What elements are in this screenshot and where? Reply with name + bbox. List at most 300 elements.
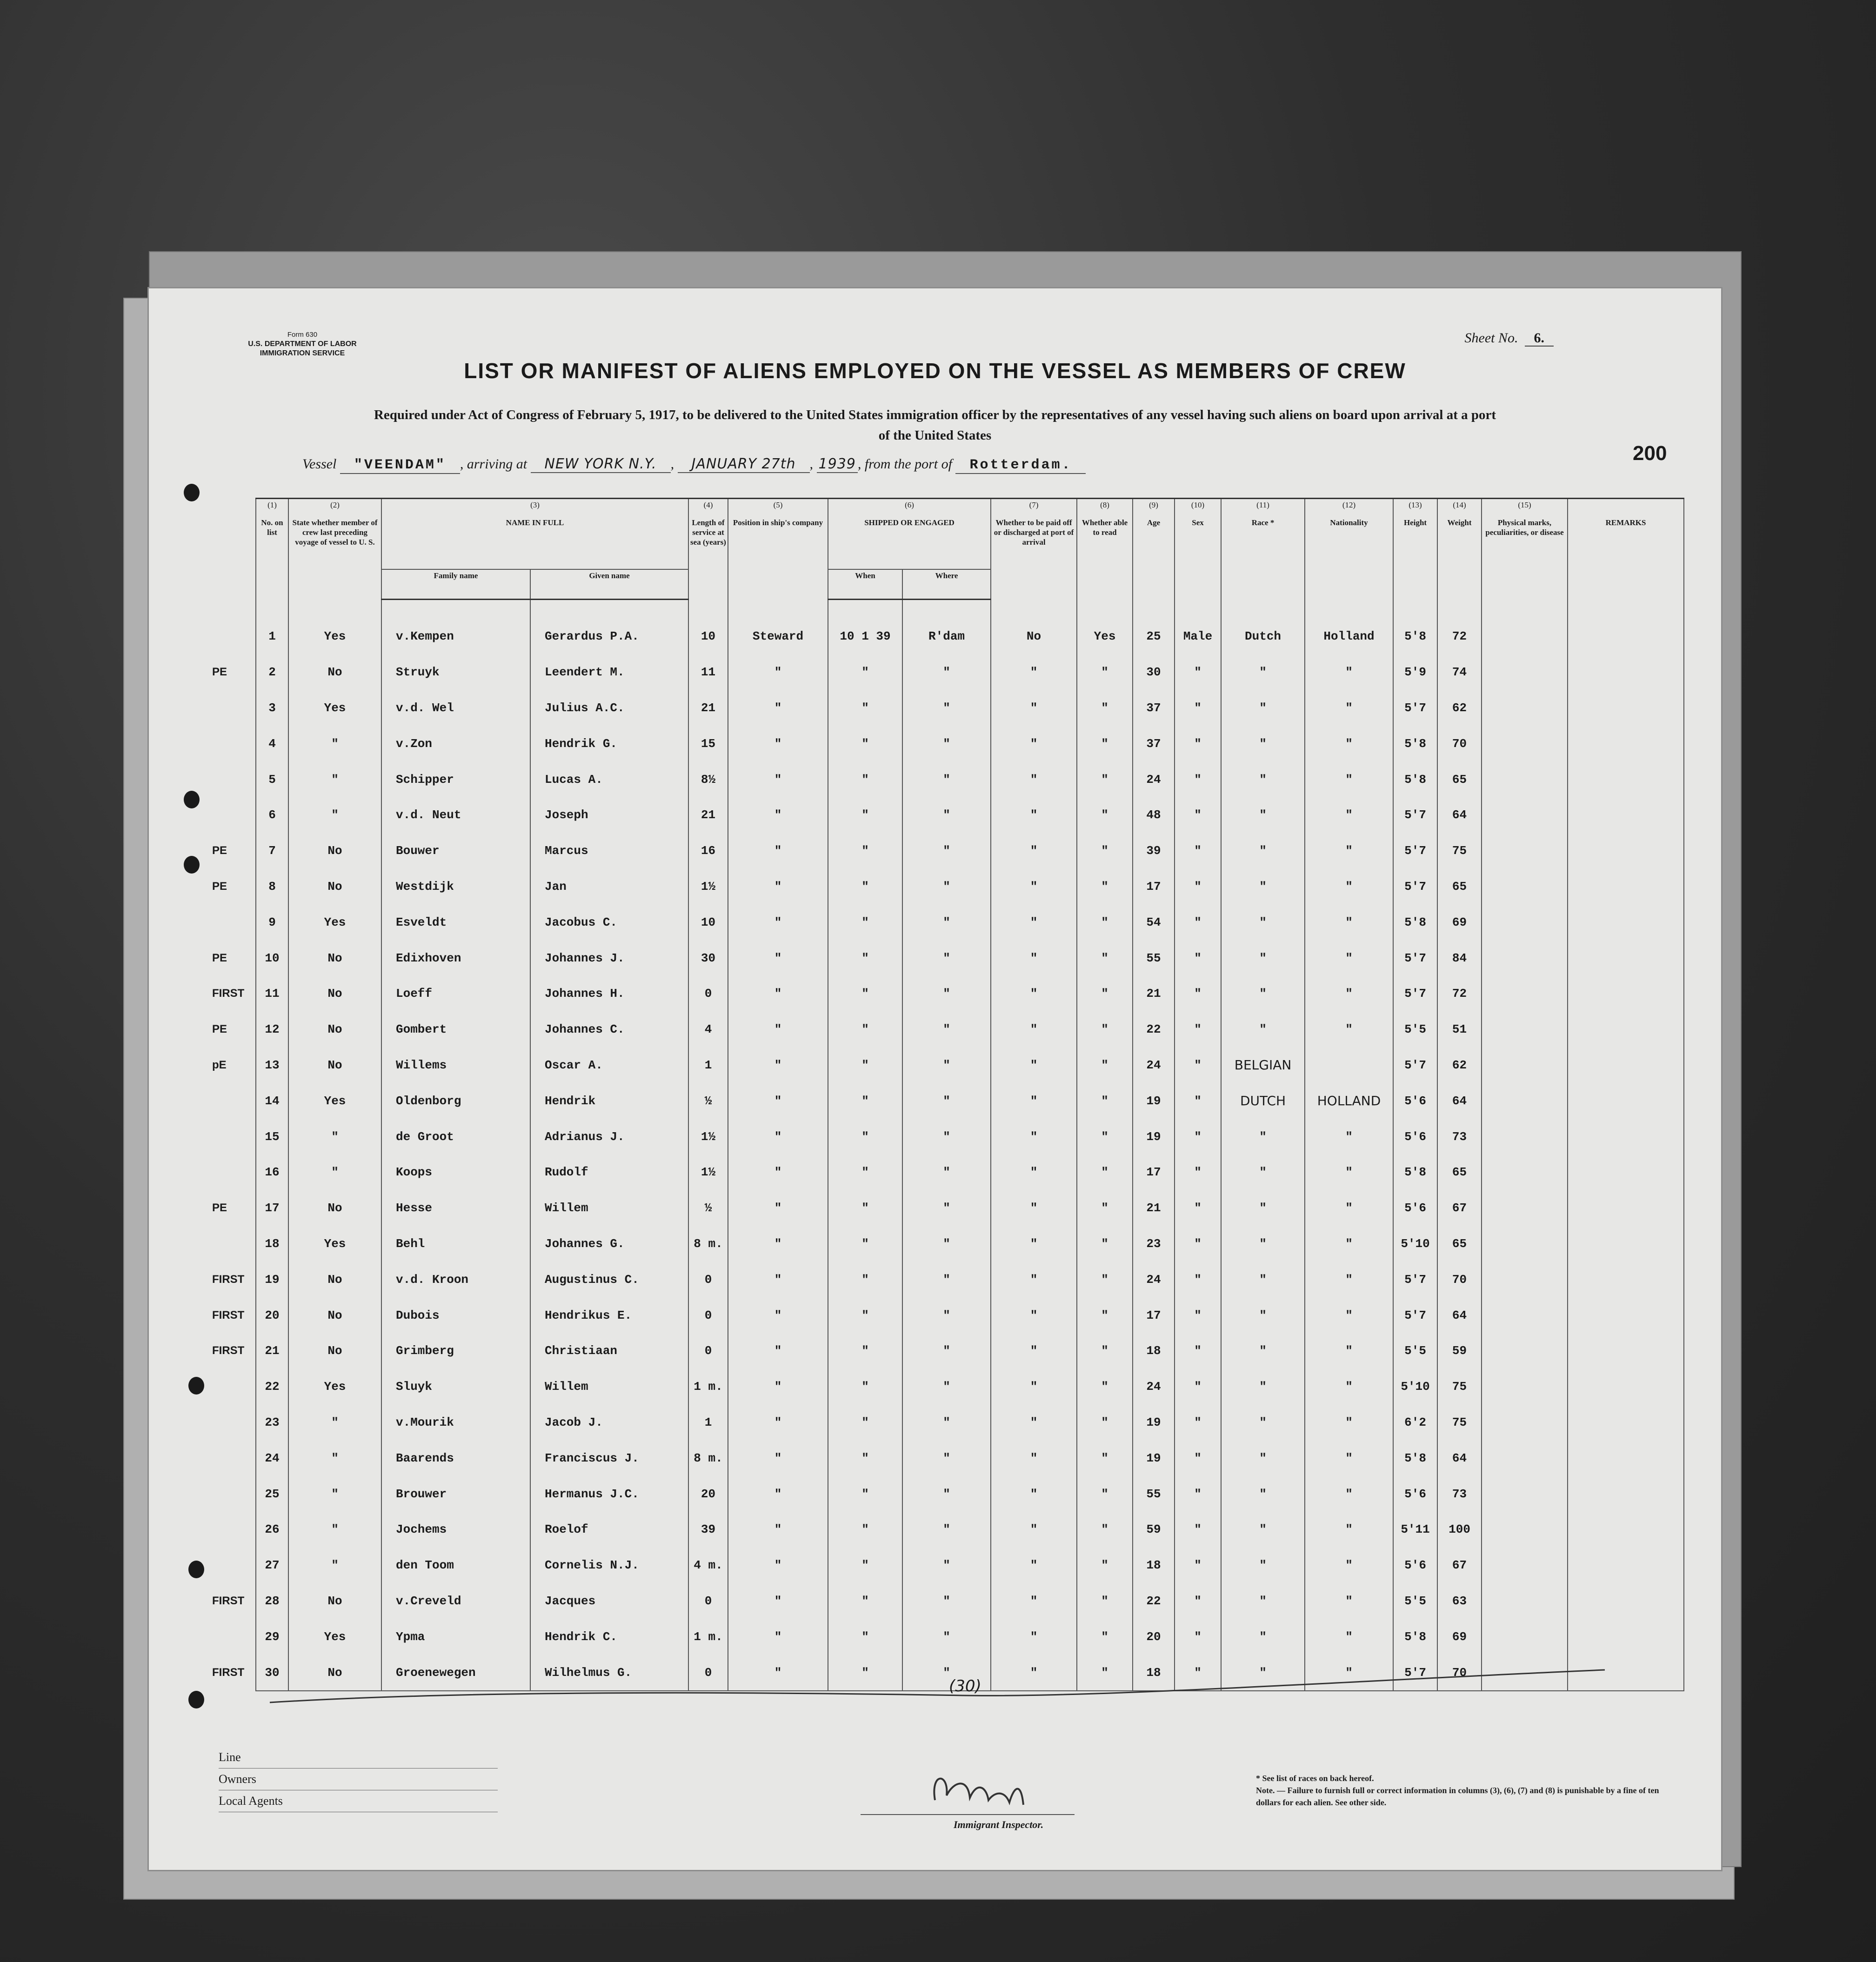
cell-service: 8 m. [688,1226,728,1262]
table-row [209,1440,1684,1476]
cell-paid: " [991,833,1077,869]
cell-height: 5'7 [1393,976,1437,1012]
cell-service: 10 [688,600,728,654]
cell-family: Esveldt [381,904,530,940]
cell-paid: " [991,1369,1077,1405]
cell-race: " [1221,1012,1305,1048]
table-row [209,1119,1684,1155]
cell-position: " [728,940,828,976]
cell-empty [1568,1619,1684,1655]
cell-age: 24 [1133,1048,1175,1083]
cell-sex: " [1175,1619,1221,1655]
cell-height: 5'8 [1393,761,1437,797]
arrival-year: 1939 [817,456,858,473]
cell-weight: 65 [1437,1155,1482,1190]
cell-age: 18 [1133,1333,1175,1369]
cell-given: Adrianus J. [530,1119,688,1155]
cell-no: 27 [256,1548,288,1583]
cell-height: 5'8 [1393,600,1437,654]
cell-when: " [828,1048,902,1083]
cell-service: 0 [688,1261,728,1297]
cell-mark: FIRST [212,987,245,1000]
cell-no: 18 [256,1226,288,1262]
cell-empty [1482,1583,1568,1619]
cell-age: 24 [1133,761,1175,797]
cell-nat: HOLLAND [1305,1083,1393,1119]
cell-read: " [1077,654,1133,690]
cell-weight: 75 [1437,1405,1482,1441]
cell-no: 30 [256,1655,288,1691]
cell-height: 5'6 [1393,1119,1437,1155]
cell-sex: " [1175,1119,1221,1155]
col-mark-num [209,499,256,517]
cell-where: " [902,833,991,869]
cell-sex: " [1175,1012,1221,1048]
col-num-8: (8) [1077,499,1133,517]
cell-height: 5'6 [1393,1083,1437,1119]
cell-age: 18 [1133,1655,1175,1691]
cell-empty [1482,726,1568,761]
cell-when: " [828,1297,902,1333]
cell-age: 59 [1133,1512,1175,1548]
cell-when: " [828,833,902,869]
cell-weight: 64 [1437,1083,1482,1119]
cell-empty [1568,1261,1684,1297]
cell-weight: 65 [1437,1226,1482,1262]
cell-sex: " [1175,1369,1221,1405]
cell-weight: 72 [1437,976,1482,1012]
cell-where: R'dam [902,600,991,654]
cell-paid: " [991,761,1077,797]
cell-position: " [728,1012,828,1048]
cell-sex: " [1175,761,1221,797]
inspector-label: Immigrant Inspector. [954,1819,1044,1830]
cell-service: 0 [688,1297,728,1333]
cell-paid: " [991,869,1077,905]
cell-empty [1568,1405,1684,1441]
cell-given: Jacob J. [530,1405,688,1441]
cell-position: " [728,1261,828,1297]
cell-empty [1568,600,1684,654]
cell-nat: " [1305,1155,1393,1190]
cell-no: 28 [256,1583,288,1619]
cell-race: " [1221,1155,1305,1190]
cell-prev: No [288,1297,381,1333]
cell-race: " [1221,1583,1305,1619]
cell-paid: " [991,654,1077,690]
cell-paid: " [991,1655,1077,1691]
cell-age: 18 [1133,1548,1175,1583]
cell-empty [1568,869,1684,905]
manifest-rows [209,600,1684,1691]
cell-empty [1568,1548,1684,1583]
cell-sex: " [1175,1583,1221,1619]
cell-read: " [1077,1405,1133,1441]
cell-nat: " [1305,1119,1393,1155]
cell-empty [1482,1155,1568,1190]
cell-where: " [902,869,991,905]
table-row [209,1226,1684,1262]
signature-scribble [861,1763,1075,1814]
cell-position: Steward [728,600,828,654]
cell-prev: " [288,1476,381,1512]
cell-family: Behl [381,1226,530,1262]
cell-empty [1482,1405,1568,1441]
cell-empty [1482,600,1568,654]
fine-note: Note. — Failure to furnish full or correct information in columns (3), (6), (7) and (8) is punishable by a fine of ten dollars for each alien. See other side. [1256,1786,1659,1807]
cell-no: 4 [256,726,288,761]
cell-position: " [728,1369,828,1405]
cell-given: Lucas A. [530,761,688,797]
sheet-value: 6. [1525,330,1554,347]
cell-family: Edixhoven [381,940,530,976]
cell-family: Koops [381,1155,530,1190]
cell-position: " [728,1190,828,1226]
department-header [205,330,400,358]
cell-read: " [1077,1548,1133,1583]
cell-service: 0 [688,1655,728,1691]
cell-when: " [828,1333,902,1369]
cell-when: " [828,940,902,976]
cell-empty [1568,1190,1684,1226]
cell-mark [209,761,256,797]
col-num-13: (13) [1393,499,1437,517]
cell-given: Jan [530,869,688,905]
cell-prev: Yes [288,1619,381,1655]
cell-age: 19 [1133,1405,1175,1441]
cell-family: v.Creveld [381,1583,530,1619]
cell-given: Marcus [530,833,688,869]
cell-given: Rudolf [530,1155,688,1190]
cell-weight: 74 [1437,654,1482,690]
table-row [209,904,1684,940]
cell-service: 11 [688,654,728,690]
cell-sex: " [1175,1440,1221,1476]
cell-service: 8 m. [688,1440,728,1476]
cell-prev: Yes [288,600,381,654]
cell-prev: No [288,1333,381,1369]
cell-family: v.Zon [381,726,530,761]
cell-position: " [728,1548,828,1583]
cell-sex: " [1175,940,1221,976]
table-row [209,690,1684,726]
cell-prev: " [288,1119,381,1155]
cell-empty [1568,726,1684,761]
cell-sex: " [1175,869,1221,905]
cell-empty [1482,1619,1568,1655]
sheet-label: Sheet No. [1464,330,1518,346]
cell-read: " [1077,904,1133,940]
table-row [209,1297,1684,1333]
cell-sex: " [1175,654,1221,690]
cell-when: " [828,761,902,797]
cell-position: " [728,1440,828,1476]
cell-height: 5'7 [1393,690,1437,726]
cell-sex: " [1175,1548,1221,1583]
race-note: * See list of races on back hereof. [1256,1774,1374,1783]
cell-given: Roelof [530,1512,688,1548]
cell-position: " [728,726,828,761]
cell-family: den Toom [381,1548,530,1583]
cell-read: " [1077,761,1133,797]
col-num-5: (5) [728,499,828,517]
cell-prev: No [288,1655,381,1691]
cell-paid: " [991,1261,1077,1297]
cell-prev: " [288,1548,381,1583]
cell-height: 5'5 [1393,1333,1437,1369]
from-label: , from the port of [857,456,952,472]
cell-given: Johannes J. [530,940,688,976]
cell-empty [1482,797,1568,833]
cell-where: " [902,1476,991,1512]
cell-when: " [828,1440,902,1476]
agents-label: Local Agents [219,1790,498,1812]
cell-when: " [828,654,902,690]
cell-sex: " [1175,976,1221,1012]
cell-no: 11 [256,976,288,1012]
cell-height: 5'9 [1393,654,1437,690]
cell-sex: " [1175,1155,1221,1190]
cell-position: " [728,1405,828,1441]
cell-weight: 59 [1437,1333,1482,1369]
cell-race: " [1221,726,1305,761]
cell-race: " [1221,654,1305,690]
vessel-name: "VEENDAM" [340,457,460,474]
cell-service: 21 [688,690,728,726]
cell-family: Grimberg [381,1333,530,1369]
cell-empty [1568,1012,1684,1048]
cell-read: " [1077,726,1133,761]
cell-empty [1482,1048,1568,1083]
inspector-signature [861,1763,1075,1815]
cell-read: " [1077,1012,1133,1048]
cell-family: Westdijk [381,869,530,905]
cell-prev: " [288,1512,381,1548]
cell-weight: 73 [1437,1119,1482,1155]
cell-family: Baarends [381,1440,530,1476]
cell-mark: PE [212,951,227,964]
cell-position: " [728,1619,828,1655]
cell-race: DUTCH [1221,1083,1305,1119]
cell-no: 1 [256,600,288,654]
cell-race: " [1221,1226,1305,1262]
cell-age: 39 [1133,833,1175,869]
cell-race: BELGIAN [1221,1048,1305,1083]
cell-height: 5'10 [1393,1369,1437,1405]
punch-hole [188,1377,204,1395]
col-given-name: Given name [530,569,688,600]
cell-mark [209,1119,256,1155]
cell-read: " [1077,1369,1133,1405]
cell-given: Hendrik G. [530,726,688,761]
cell-read: " [1077,869,1133,905]
cell-where: " [902,1083,991,1119]
cell-age: 24 [1133,1369,1175,1405]
cell-where: " [902,1655,991,1691]
cell-race: " [1221,1405,1305,1441]
cell-service: 4 m. [688,1548,728,1583]
cell-no: 20 [256,1297,288,1333]
cell-weight: 51 [1437,1012,1482,1048]
cell-race: " [1221,1369,1305,1405]
cell-read: " [1077,797,1133,833]
cell-weight: 70 [1437,726,1482,761]
cell-race: " [1221,1190,1305,1226]
cell-prev: No [288,833,381,869]
cell-read: " [1077,1476,1133,1512]
cell-paid: " [991,904,1077,940]
cell-service: ½ [688,1083,728,1119]
cell-position: " [728,1512,828,1548]
cell-mark: FIRST [212,1666,245,1679]
col-where: Where [902,569,991,600]
cell-paid: " [991,1333,1077,1369]
cell-family: Bouwer [381,833,530,869]
cell-given: Johannes G. [530,1226,688,1262]
cell-given: Hermanus J.C. [530,1476,688,1512]
cell-position: " [728,904,828,940]
manifest-page [149,288,1721,1870]
cell-height: 5'7 [1393,797,1437,833]
closing-line [265,1661,1614,1716]
cell-race: " [1221,1476,1305,1512]
cell-where: " [902,1226,991,1262]
cell-mark [209,904,256,940]
cell-mark [209,1512,256,1548]
col-num-9: (9) [1133,499,1175,517]
cell-when: " [828,690,902,726]
cell-empty [1482,833,1568,869]
cell-given: Franciscus J. [530,1440,688,1476]
cell-age: 22 [1133,1012,1175,1048]
service-name: IMMIGRATION SERVICE [260,349,345,357]
cell-paid: " [991,1048,1077,1083]
cell-service: 39 [688,1512,728,1548]
cell-empty [1482,1297,1568,1333]
cell-mark: pE [212,1058,227,1071]
cell-read: " [1077,1048,1133,1083]
cell-height: 5'8 [1393,1440,1437,1476]
form-number: Form 630 [287,331,318,339]
cell-position: " [728,690,828,726]
col-num-2: (2) [288,499,381,517]
cell-race: " [1221,1440,1305,1476]
cell-where: " [902,904,991,940]
cell-weight: 100 [1437,1512,1482,1548]
cell-mark: FIRST [212,1273,245,1286]
cell-empty [1482,654,1568,690]
cell-mark: PE [212,1023,227,1036]
col-num-14: (14) [1437,499,1482,517]
cell-race: " [1221,1619,1305,1655]
cell-service: 1½ [688,869,728,905]
cell-age: 55 [1133,940,1175,976]
cell-age: 55 [1133,1476,1175,1512]
cell-race: " [1221,1261,1305,1297]
cell-prev: No [288,1012,381,1048]
col-family-name: Family name [381,569,530,600]
cell-age: 19 [1133,1440,1175,1476]
cell-family: Ypma [381,1619,530,1655]
cell-sex: " [1175,1476,1221,1512]
cell-empty [1482,869,1568,905]
cell-given: Gerardus P.A. [530,600,688,654]
cell-where: " [902,1440,991,1476]
cell-prev: Yes [288,1226,381,1262]
cell-weight: 65 [1437,869,1482,905]
cell-read: " [1077,1655,1133,1691]
cell-empty [1482,1548,1568,1583]
cell-empty [1568,690,1684,726]
col-weight: Weight [1437,517,1482,600]
cell-no: 24 [256,1440,288,1476]
cell-when: " [828,1083,902,1119]
cell-when: 10 1 39 [828,600,902,654]
page-title: LIST OR MANIFEST OF ALIENS EMPLOYED ON THE VESSEL AS MEMBERS OF CREW [464,359,1406,383]
table-row [209,1512,1684,1548]
cell-weight: 64 [1437,1297,1482,1333]
cell-nat: " [1305,833,1393,869]
col-position: Position in ship's company [728,517,828,600]
cell-where: " [902,1405,991,1441]
table-row [209,833,1684,869]
cell-nat: " [1305,1440,1393,1476]
cell-no: 15 [256,1119,288,1155]
cell-sex: " [1175,1226,1221,1262]
cell-age: 48 [1133,797,1175,833]
col-num-6: (6) [828,499,991,517]
cell-mark [209,1083,256,1119]
cell-prev: No [288,654,381,690]
cell-read: Yes [1077,600,1133,654]
cell-when: " [828,1476,902,1512]
cell-mark [209,1548,256,1583]
table-row [209,797,1684,833]
cell-prev: " [288,1405,381,1441]
cell-no: 12 [256,1012,288,1048]
cell-prev: " [288,797,381,833]
cell-where: " [902,940,991,976]
cell-weight: 64 [1437,797,1482,833]
cell-nat: " [1305,1261,1393,1297]
cell-where: " [902,1548,991,1583]
cell-prev: " [288,761,381,797]
footer-labels [219,1747,498,1812]
col-name-in-full: NAME IN FULL [381,517,688,569]
col-num-remarks [1568,499,1684,517]
cell-mark [209,690,256,726]
cell-no: 7 [256,833,288,869]
cell-where: " [902,976,991,1012]
cell-empty [1568,1440,1684,1476]
table-row [209,1190,1684,1226]
cell-service: ½ [688,1190,728,1226]
table-row [209,1548,1684,1583]
cell-where: " [902,1369,991,1405]
arrival-port: NEW YORK N.Y. [531,456,671,473]
cell-no: 8 [256,869,288,905]
cell-height: 5'5 [1393,1583,1437,1619]
cell-weight: 69 [1437,1619,1482,1655]
cell-mark [209,1226,256,1262]
cell-mark: PE [212,880,227,893]
cell-empty [1568,1119,1684,1155]
page-number-stamp: 200 [1633,442,1667,465]
cell-age: 54 [1133,904,1175,940]
cell-service: 1 m. [688,1619,728,1655]
cell-position: " [728,976,828,1012]
table-row [209,761,1684,797]
